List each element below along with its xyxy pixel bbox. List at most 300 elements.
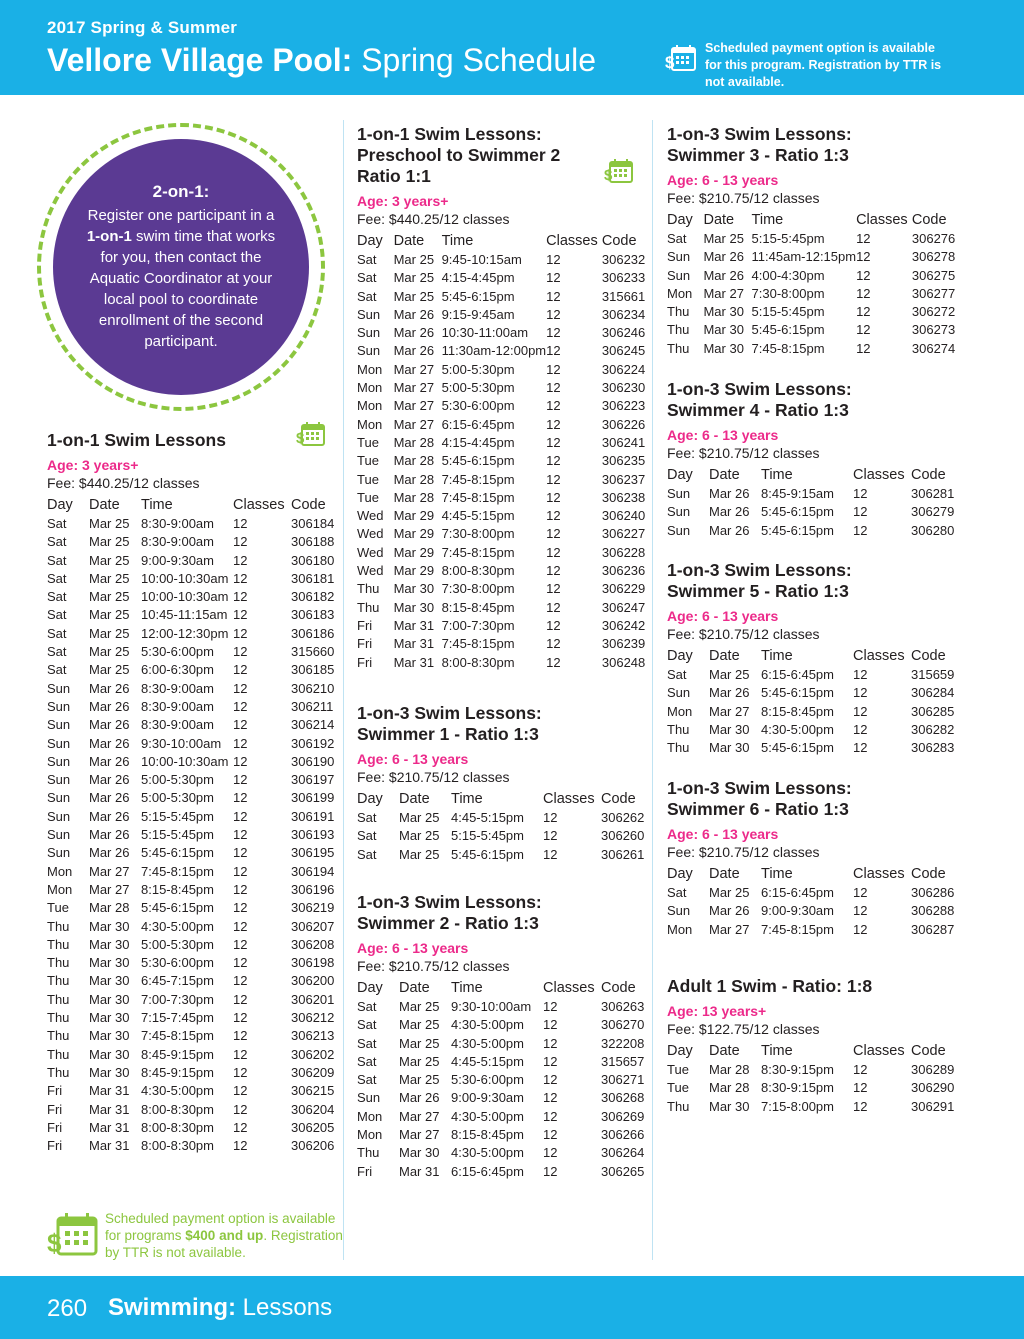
cell-time: 4:30-5:00pm [451, 1017, 524, 1033]
cell-time: 8:30-9:00am [141, 534, 214, 550]
cell-day: Fri [47, 1083, 63, 1099]
section-age: Age: 6 - 13 years [667, 427, 779, 443]
cell-time: 6:15-6:45pm [451, 1163, 524, 1179]
table-row [47, 1046, 337, 1064]
cell-code: 306246 [601, 325, 646, 341]
cell-code: 306229 [601, 581, 646, 597]
table-row [357, 809, 647, 827]
cell-classes: 12 [546, 544, 561, 560]
table-row [667, 1098, 957, 1116]
cell-day: Sun [47, 698, 71, 714]
table-row [47, 954, 337, 972]
cell-date: Mar 30 [89, 918, 130, 934]
table-row [47, 753, 337, 771]
cell-time: 4:30-5:00pm [451, 1145, 524, 1161]
column-header-time: Time [761, 866, 793, 882]
cell-day: Sun [667, 522, 691, 538]
cell-date: Mar 26 [393, 306, 435, 322]
cell-code: 306239 [601, 636, 646, 652]
schedule-table [667, 864, 957, 939]
callout-heading: 2-on-1: [152, 182, 210, 201]
column-header-code: Code [601, 233, 637, 249]
column-header-code: Code [911, 1043, 946, 1059]
section-age: Age: 13 years+ [667, 1003, 767, 1019]
section-fee: Fee: $440.25/12 classes [357, 211, 510, 227]
cell-classes: 12 [546, 636, 561, 652]
cell-time: 5:45-6:15pm [751, 322, 825, 338]
cell-code: 306188 [291, 534, 335, 550]
cell-day: Sat [47, 534, 67, 550]
table-row [47, 570, 337, 588]
cell-code: 306269 [601, 1108, 645, 1124]
cell-time: 5:15-5:45pm [751, 304, 825, 320]
section-title-line: 1-on-1 Swim Lessons [47, 430, 226, 450]
cell-time: 7:00-7:30pm [441, 617, 515, 633]
cell-code: 306235 [601, 453, 646, 469]
cell-time: 8:15-8:45pm [761, 703, 834, 719]
table-row [357, 654, 647, 672]
cell-date: Mar 27 [703, 285, 744, 301]
cell-classes: 12 [233, 1083, 248, 1099]
cell-classes: 12 [546, 453, 561, 469]
table-row [667, 739, 957, 757]
cell-classes: 12 [233, 589, 248, 605]
schedule-table [357, 231, 647, 672]
cell-date: Mar 25 [89, 516, 130, 531]
table-row [667, 321, 957, 339]
section-fee: Fee: $210.75/12 classes [357, 958, 510, 974]
cell-date: Mar 31 [393, 654, 435, 670]
schedule-table [667, 1041, 957, 1116]
section-title-line: Preschool to Swimmer 2 [357, 145, 561, 165]
cell-code: 306237 [601, 471, 646, 487]
cell-day: Sun [667, 903, 691, 919]
cell-date: Mar 30 [89, 1046, 130, 1062]
cell-day: Sat [357, 288, 377, 304]
cell-code: 306224 [601, 361, 646, 377]
cell-date: Mar 26 [89, 827, 130, 843]
table-row [667, 285, 957, 303]
cell-day: Sun [47, 827, 71, 843]
cell-classes: 12 [233, 607, 248, 623]
cell-classes: 12 [233, 644, 248, 660]
cell-time: 8:00-8:30pm [141, 1101, 214, 1117]
cell-day: Fri [47, 1101, 63, 1117]
cell-time: 5:45-6:15pm [761, 685, 834, 701]
cell-time: 9:00-9:30am [451, 1090, 524, 1106]
cell-date: Mar 26 [89, 698, 130, 714]
cell-code: 306208 [291, 936, 335, 952]
cell-time: 11:45am-12:15pm [751, 249, 857, 265]
cell-code: 306272 [911, 304, 956, 320]
table-row [47, 1082, 337, 1100]
cell-code: 306233 [601, 270, 646, 286]
table-row [47, 808, 337, 826]
cell-date: Mar 29 [393, 544, 435, 560]
cell-time: 5:45-6:15pm [441, 453, 515, 469]
cell-day: Fri [47, 1119, 63, 1135]
cell-code: 315657 [601, 1053, 645, 1069]
section-title-line: Ratio 1:1 [357, 166, 431, 186]
cell-day: Thu [667, 721, 690, 737]
cell-day: Wed [357, 508, 384, 524]
cell-time: 8:30-9:15pm [761, 1080, 834, 1096]
cell-classes: 12 [546, 380, 561, 396]
cell-date: Mar 28 [393, 453, 435, 469]
cell-day: Sun [47, 772, 71, 788]
cell-time: 5:45-6:15pm [441, 288, 515, 304]
cell-code: 306266 [601, 1127, 645, 1143]
table-row [47, 972, 337, 990]
cell-day: Sat [47, 589, 67, 605]
cell-code: 306201 [291, 991, 335, 1007]
cell-date: Mar 30 [89, 1064, 130, 1080]
cell-date: Mar 28 [709, 1080, 750, 1096]
cell-day: Mon [357, 398, 383, 414]
table-row [667, 884, 957, 902]
note-text-part: Scheduled payment option is available for programs [105, 1211, 336, 1243]
table-row [667, 1079, 957, 1097]
cell-day: Sun [47, 753, 71, 769]
cell-code: 306273 [911, 322, 956, 338]
cell-classes: 12 [543, 1053, 558, 1069]
cell-date: Mar 25 [399, 1053, 440, 1069]
cell-code: 306185 [291, 662, 335, 678]
cell-date: Mar 27 [399, 1127, 440, 1143]
cell-date: Mar 26 [393, 325, 435, 341]
cell-date: Mar 27 [399, 1108, 440, 1124]
cell-date: Mar 30 [703, 304, 744, 320]
cell-time: 5:15-5:45pm [751, 231, 825, 246]
table-row [357, 434, 647, 452]
cell-date: Mar 25 [89, 570, 130, 586]
payment-program-note-text [105, 1210, 345, 1261]
column-header-date: Date [399, 980, 430, 996]
cell-day: Thu [47, 1046, 70, 1062]
cell-date: Mar 26 [393, 343, 435, 359]
table-row [357, 489, 647, 507]
cell-date: Mar 25 [89, 534, 130, 550]
cell-code: 306284 [911, 685, 955, 701]
cell-classes: 12 [233, 625, 248, 641]
cell-day: Sat [667, 667, 687, 682]
cell-time: 5:15-5:45pm [141, 827, 214, 843]
cell-day: Sat [357, 999, 377, 1014]
cell-code: 306228 [601, 544, 646, 560]
cell-code: 306204 [291, 1101, 335, 1117]
cell-day: Tue [357, 453, 379, 469]
table-row [47, 826, 337, 844]
column-header-day: Day [357, 791, 383, 807]
table-row [357, 306, 647, 324]
cell-classes: 12 [856, 322, 871, 338]
section-title [47, 430, 337, 451]
cell-time: 11:30am-12:00pm [441, 343, 547, 359]
cell-day: Wed [357, 544, 384, 560]
cell-code: 322208 [601, 1035, 645, 1051]
cell-classes: 12 [853, 721, 868, 737]
table-row [47, 552, 337, 570]
section-1on1 [47, 430, 337, 1155]
cell-time: 6:15-6:45pm [761, 885, 834, 900]
cell-time: 4:45-5:15pm [451, 1053, 524, 1069]
cell-time: 5:45-6:15pm [141, 845, 214, 861]
cell-date: Mar 25 [89, 625, 130, 641]
cell-date: Mar 25 [393, 270, 435, 286]
table-row [357, 544, 647, 562]
cell-classes: 12 [546, 471, 561, 487]
section-fee: Fee: $122.75/12 classes [667, 1021, 820, 1037]
cell-classes: 12 [853, 921, 868, 937]
table-row [357, 580, 647, 598]
cell-date: Mar 26 [89, 680, 130, 696]
cell-code: 306286 [911, 885, 955, 900]
cell-classes: 12 [233, 717, 248, 733]
table-row [667, 1061, 957, 1079]
section-age: Age: 6 - 13 years [667, 826, 779, 842]
cell-time: 5:30-6:00pm [441, 398, 515, 414]
calendar-dollar-icon [47, 1212, 99, 1258]
cell-date: Mar 26 [703, 249, 744, 265]
cell-code: 306232 [601, 252, 646, 267]
cell-day: Thu [47, 918, 70, 934]
cell-day: Thu [47, 936, 70, 952]
schedule-table [667, 465, 957, 540]
section-title [667, 778, 957, 820]
table-row [47, 844, 337, 862]
cell-classes: 12 [233, 827, 248, 843]
cell-classes: 12 [233, 973, 248, 989]
section-title [667, 379, 957, 421]
cell-classes: 12 [543, 828, 558, 844]
cell-classes: 12 [233, 881, 248, 897]
cell-day: Sat [47, 662, 67, 678]
schedule-table [47, 495, 337, 1155]
table-row [47, 716, 337, 734]
cell-date: Mar 31 [89, 1101, 130, 1117]
section-swimmer-4 [667, 379, 957, 540]
cell-time: 4:45-5:15pm [451, 810, 524, 825]
cell-time: 10:00-10:30am [141, 570, 229, 586]
cell-date: Mar 31 [89, 1083, 130, 1099]
cell-day: Mon [47, 863, 73, 879]
cell-time: 5:00-5:30pm [441, 380, 515, 396]
cell-date: Mar 28 [709, 1062, 750, 1077]
cell-date: Mar 30 [399, 1145, 440, 1161]
cell-date: Mar 25 [399, 999, 440, 1014]
cell-day: Sun [357, 343, 381, 359]
callout-text-part: swim time that works for you, then contact the Aquatic Coordinator at your local pool to coordinate enrollment of the second participant. [89, 228, 276, 350]
table-row [357, 846, 647, 864]
section-title-line: Swimmer 3 - Ratio 1:3 [667, 145, 849, 165]
cell-date: Mar 27 [393, 398, 435, 414]
cell-classes: 12 [853, 1080, 868, 1096]
table-row [357, 342, 647, 360]
column-header-code: Code [911, 467, 946, 483]
cell-code: 306280 [911, 522, 955, 538]
cell-code: 306194 [291, 863, 335, 879]
cell-date: Mar 26 [89, 735, 130, 751]
cell-time: 7:45-8:15pm [441, 489, 515, 505]
cell-code: 306234 [601, 306, 646, 322]
column-header-date: Date [709, 866, 740, 882]
cell-time: 9:30-10:00am [141, 735, 222, 751]
cell-classes: 12 [546, 398, 561, 414]
table-header-row [357, 978, 647, 998]
table-row [667, 267, 957, 285]
page-footer [0, 1276, 1024, 1339]
svg-text:$: $ [296, 430, 305, 447]
cell-code: 306277 [911, 285, 956, 301]
cell-code: 306202 [291, 1046, 335, 1062]
cell-day: Sun [667, 486, 691, 501]
cell-day: Tue [357, 471, 379, 487]
cell-day: Sat [47, 552, 67, 568]
cell-code: 306265 [601, 1163, 645, 1179]
section-title-line: Adult 1 Swim - Ratio: 1:8 [667, 976, 873, 996]
cell-date: Mar 29 [393, 508, 435, 524]
cell-day: Sun [667, 504, 691, 520]
cell-time: 8:15-8:45pm [451, 1127, 524, 1143]
cell-classes: 12 [856, 304, 871, 320]
cell-classes: 12 [853, 685, 868, 701]
cell-date: Mar 26 [703, 267, 744, 283]
cell-code: 306281 [911, 486, 955, 501]
column-header-day: Day [667, 866, 693, 882]
cell-time: 6:15-6:45pm [761, 667, 834, 682]
table-row [47, 661, 337, 679]
cell-classes: 12 [233, 1028, 248, 1044]
cell-date: Mar 26 [89, 845, 130, 861]
cell-date: Mar 30 [89, 955, 130, 971]
cell-time: 4:30-5:00pm [451, 1035, 524, 1051]
cell-classes: 12 [856, 231, 871, 246]
cell-code: 306270 [601, 1017, 645, 1033]
page-title [47, 42, 596, 79]
cell-day: Thu [667, 1098, 690, 1114]
cell-classes: 12 [233, 1138, 248, 1154]
cell-day: Thu [667, 322, 690, 338]
cell-classes: 12 [853, 522, 868, 538]
table-row [357, 1016, 647, 1034]
column-header-classes: Classes [546, 233, 598, 249]
cell-time: 8:30-9:00am [141, 680, 214, 696]
section-title-line: 1-on-1 Swim Lessons: [357, 124, 542, 144]
table-row [47, 588, 337, 606]
cell-classes: 12 [543, 1108, 558, 1124]
cell-classes: 12 [856, 285, 871, 301]
cell-date: Mar 30 [393, 599, 435, 615]
table-row [47, 698, 337, 716]
cell-classes: 12 [233, 900, 248, 916]
cell-classes: 12 [546, 325, 561, 341]
cell-time: 7:45-8:15pm [761, 921, 834, 937]
cell-day: Sun [47, 790, 71, 806]
cell-date: Mar 30 [709, 740, 750, 756]
cell-day: Sat [357, 270, 377, 286]
cell-code: 306276 [911, 231, 956, 246]
cell-day: Tue [47, 900, 69, 916]
cell-date: Mar 31 [393, 617, 435, 633]
cell-day: Fri [357, 1163, 373, 1179]
table-row [667, 666, 957, 684]
cell-classes: 12 [853, 1062, 868, 1077]
cell-code: 306287 [911, 921, 955, 937]
cell-code: 306241 [601, 434, 646, 450]
cell-date: Mar 25 [399, 1072, 440, 1088]
cell-classes: 12 [853, 885, 868, 900]
table-row [357, 1144, 647, 1162]
section-title [667, 560, 957, 602]
cell-classes: 12 [233, 1119, 248, 1135]
cell-code: 306190 [291, 753, 335, 769]
cell-classes: 12 [233, 534, 248, 550]
cell-time: 6:15-6:45pm [441, 416, 515, 432]
table-header-row [47, 495, 337, 515]
column-header-classes: Classes [853, 866, 905, 882]
section-fee: Fee: $210.75/12 classes [667, 844, 820, 860]
cell-time: 8:15-8:45pm [441, 599, 515, 615]
cell-date: Mar 25 [399, 846, 440, 862]
cell-time: 5:00-5:30pm [141, 772, 214, 788]
cell-code: 306291 [911, 1098, 955, 1114]
cell-code: 306263 [601, 999, 645, 1014]
cell-day: Tue [667, 1080, 689, 1096]
section-title [667, 124, 957, 166]
cell-classes: 12 [233, 516, 248, 531]
cell-day: Wed [357, 526, 384, 542]
cell-code: 306282 [911, 721, 955, 737]
cell-time: 6:00-6:30pm [141, 662, 214, 678]
cell-date: Mar 30 [709, 1098, 750, 1114]
cell-date: Mar 30 [89, 936, 130, 952]
cell-day: Sat [357, 846, 377, 862]
cell-classes: 12 [233, 1046, 248, 1062]
title-schedule: Spring Schedule [352, 42, 597, 78]
cell-day: Thu [667, 740, 690, 756]
cell-code: 306223 [601, 398, 646, 414]
cell-time: 7:45-8:15pm [751, 340, 825, 356]
cell-code: 306274 [911, 340, 956, 356]
cell-code: 306230 [601, 380, 646, 396]
cell-classes: 12 [543, 1145, 558, 1161]
table-row [667, 340, 957, 358]
table-row [357, 562, 647, 580]
cell-day: Fri [357, 636, 373, 652]
column-header-time: Time [751, 212, 784, 228]
cell-code: 306182 [291, 589, 335, 605]
cell-code: 315661 [601, 288, 646, 304]
cell-code: 306290 [911, 1080, 955, 1096]
cell-date: Mar 26 [89, 753, 130, 769]
column-header-code: Code [911, 866, 946, 882]
cell-time: 8:00-8:30pm [141, 1119, 214, 1135]
cell-classes: 12 [853, 903, 868, 919]
column-header-date: Date [89, 497, 120, 513]
cell-day: Sun [667, 249, 691, 265]
cell-code: 306181 [291, 570, 335, 586]
calendar-dollar-icon [665, 44, 697, 72]
section-fee: Fee: $210.75/12 classes [357, 769, 510, 785]
cell-classes: 12 [853, 486, 868, 501]
cell-day: Thu [357, 581, 380, 597]
section-title-line: 1-on-3 Swim Lessons: [667, 379, 852, 399]
cell-code: 306283 [911, 740, 955, 756]
cell-code: 306193 [291, 827, 335, 843]
column-header-classes: Classes [543, 980, 595, 996]
cell-classes: 12 [856, 340, 871, 356]
cell-classes: 12 [546, 434, 561, 450]
